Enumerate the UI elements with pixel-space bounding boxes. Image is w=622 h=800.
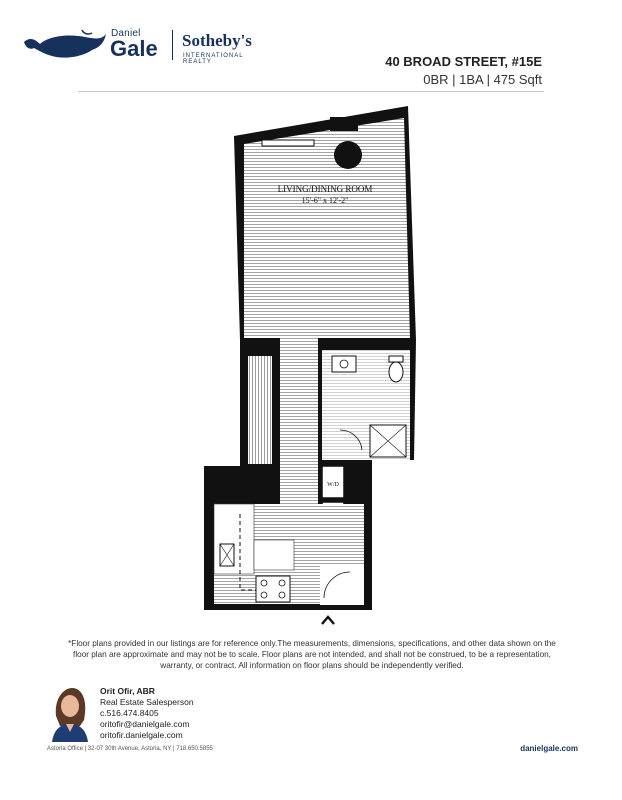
listing-address: 40 BROAD STREET, #15E [385, 54, 542, 69]
agent-email[interactable]: oritofir@danielgale.com [100, 719, 190, 729]
office-address: Astoria Office | 32-07 30th Avenue, Astoria, NY | 718.650.5855 [47, 746, 213, 752]
room-name-label: LIVING/DINING ROOM [277, 184, 373, 194]
brand-international-realty: INTERNATIONAL REALTY [183, 53, 244, 65]
entry-arrow-icon [322, 617, 334, 624]
company-website-link[interactable]: danielgale.com [520, 744, 578, 753]
agent-name: Orit Ofir, ABR [100, 686, 155, 696]
header-divider [78, 91, 544, 92]
agent-website[interactable]: oritofir.danielgale.com [100, 730, 183, 740]
brand-sothebys: Sotheby's [182, 31, 252, 50]
floor-plan [200, 100, 430, 630]
toilet-icon [389, 356, 403, 382]
kitchen-sink-icon [220, 544, 234, 566]
whale-logo-icon [22, 28, 108, 62]
sink-icon [332, 356, 356, 372]
agent-phone[interactable]: c.516.474.8405 [100, 708, 159, 718]
logo-divider [172, 30, 173, 60]
brand-gale: Gale [110, 36, 158, 61]
room-dimensions-label: 15'-6" x 12'-2" [301, 196, 349, 205]
agent-info [100, 686, 194, 741]
column [334, 141, 362, 169]
floorplan-disclaimer: *Floor plans provided in our listings are for reference only.The measurements, dimensions, specifications, and other data shown on the floor plan are approximate and may not be to scale. Floor plans are not intended, and shall not be construed, to be a representation, warranty, or contract. All information on floor plans should be independently verified. [68, 639, 556, 670]
shower-icon [370, 425, 406, 457]
agent-title: Real Estate Salesperson [100, 697, 194, 707]
brand-logo [22, 26, 252, 68]
stove-icon [256, 576, 290, 602]
brand-daniel: Daniel [111, 28, 141, 39]
listing-details: 0BR | 1BA | 475 Sqft [423, 72, 542, 87]
listing-header [385, 54, 542, 87]
washer-dryer-label: W/D [327, 482, 339, 488]
agent-avatar [48, 686, 92, 742]
